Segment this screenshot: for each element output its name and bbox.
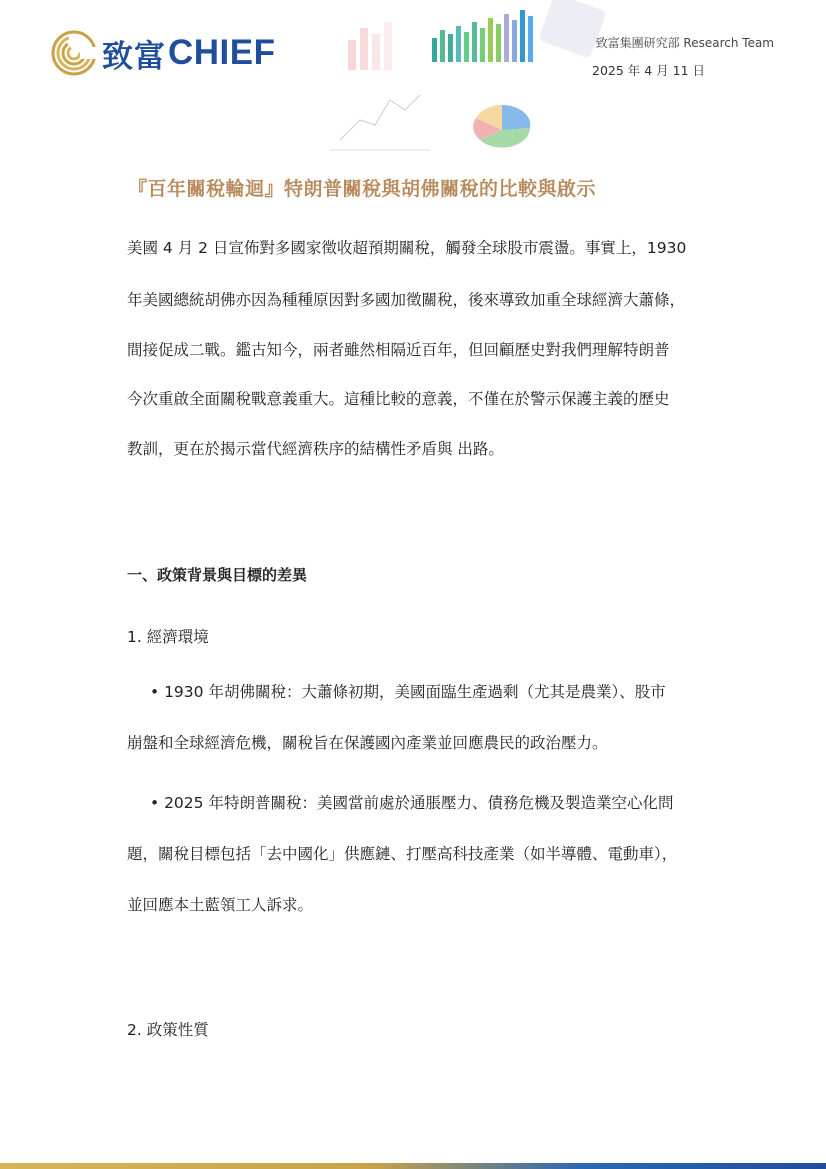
research-team-label: 致富集團研究部 Research Team <box>595 36 774 50</box>
bullet-1-line-1: • 1930 年胡佛關稅：大蕭條初期，美國面臨生產過剩（尤其是農業）、股市 <box>150 683 666 701</box>
bullet-2-line-3: 並回應本土藍領工人訴求。 <box>127 896 314 914</box>
header-chart-decoration <box>320 0 620 165</box>
intro-line-2: 年美國總統胡佛亦因為種種原因對多國加徵關稅，後來導致加重全球經濟大蕭條， <box>127 291 686 309</box>
report-date: 2025 年 4 月 11 日 <box>592 63 706 78</box>
logo-swirl-icon <box>50 29 98 77</box>
logo-chinese: 致富 <box>102 38 166 75</box>
logo-english: CHIEF <box>168 33 276 72</box>
company-logo <box>50 28 276 78</box>
intro-line-1: 美國 4 月 2 日宣佈對多國家徵收超預期關稅，觸發全球股市震盪。事實上，1930 <box>127 239 687 257</box>
subsection-heading-2: 2. 政策性質 <box>127 1021 209 1039</box>
report-title: 『百年關稅輪迴』特朗普關稅與胡佛關稅的比較與啟示 <box>128 178 597 200</box>
intro-line-4: 今次重啟全面關稅戰意義重大。這種比較的意義，不僅在於警示保護主義的歷史 <box>127 390 670 408</box>
subsection-heading-1: 1. 經濟環境 <box>127 628 209 646</box>
bullet-1-line-2: 崩盤和全球經濟危機，關稅旨在保護國內產業並回應農民的政治壓力。 <box>127 734 608 752</box>
intro-line-5: 教訓，更在於揭示當代經濟秩序的結構性矛盾與 出路。 <box>127 440 504 458</box>
bullet-2-line-2: 題，關稅目標包括「去中國化」供應鏈、打壓高科技產業（如半導體、電動車）， <box>127 845 678 863</box>
section-heading: 一、政策背景與目標的差異 <box>127 566 308 584</box>
bullet-2-line-1: • 2025 年特朗普關稅：美國當前處於通脹壓力、債務危機及製造業空心化問 <box>150 794 674 812</box>
footer-color-bar <box>0 1163 826 1169</box>
intro-line-3: 間接促成二戰。鑑古知今，兩者雖然相隔近百年，但回顧歷史對我們理解特朗普 <box>127 341 670 359</box>
